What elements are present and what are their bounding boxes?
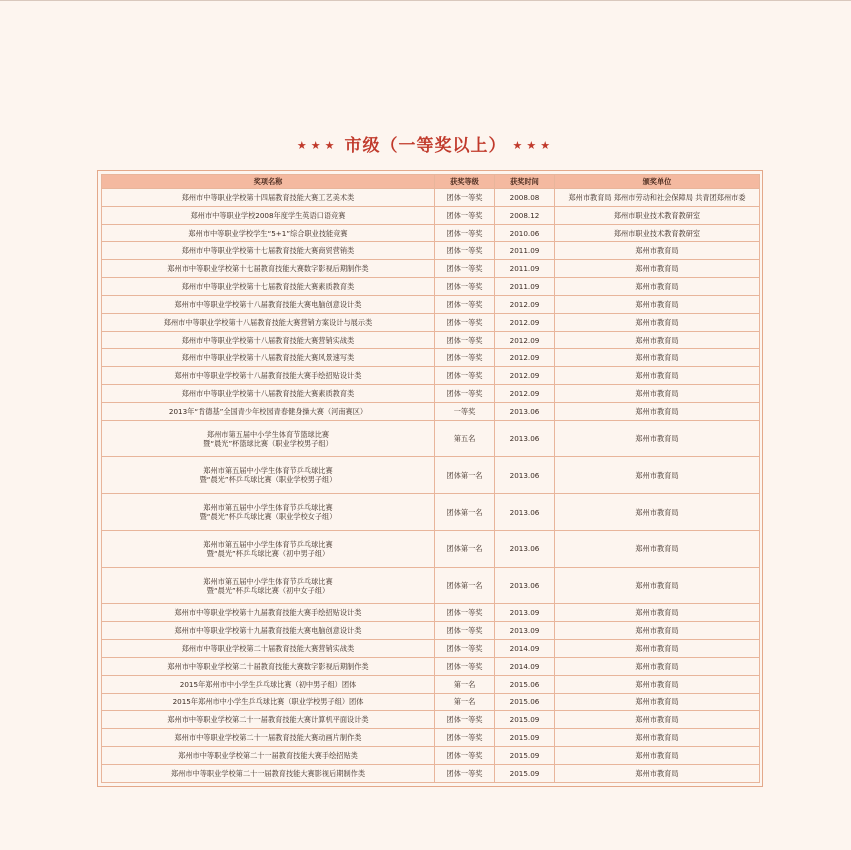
award-level-cell: 团体第一名: [435, 494, 495, 531]
section-title: [0, 131, 851, 156]
award-org-cell: 郑州市教育局: [555, 657, 760, 675]
award-name-cell: 郑州市中等职业学校第十七届教育技能大赛商贸营销类: [102, 242, 435, 260]
award-org-cell: 郑州市教育局: [555, 313, 760, 331]
award-level-cell: 团体一等奖: [435, 367, 495, 385]
award-date-cell: 2008.08: [495, 189, 555, 207]
award-level-cell: 团体一等奖: [435, 295, 495, 313]
award-org-cell: 郑州市职业技术教育教研室: [555, 206, 760, 224]
award-org-cell: 郑州市教育局: [555, 567, 760, 604]
award-level-cell: 团体一等奖: [435, 224, 495, 242]
award-level-cell: 团体一等奖: [435, 349, 495, 367]
award-org-cell: 郑州市教育局: [555, 402, 760, 420]
award-name-cell: 郑州市中等职业学校学生“5+1”综合职业技能竞赛: [102, 224, 435, 242]
table-row: [102, 622, 760, 640]
award-org-cell: 郑州市教育局: [555, 746, 760, 764]
award-date-cell: 2015.09: [495, 764, 555, 782]
award-level-cell: 团体一等奖: [435, 657, 495, 675]
award-date-cell: 2015.09: [495, 711, 555, 729]
award-org-cell: 郑州市职业技术教育教研室: [555, 224, 760, 242]
award-org-cell: 郑州市教育局: [555, 622, 760, 640]
award-date-cell: 2013.06: [495, 420, 555, 457]
award-date-cell: 2012.09: [495, 349, 555, 367]
award-org-cell: 郑州市教育局: [555, 278, 760, 296]
award-date-cell: 2013.09: [495, 622, 555, 640]
award-org-cell: 郑州市教育局 郑州市劳动和社会保障局 共青团郑州市委: [555, 189, 760, 207]
award-level-cell: 团体一等奖: [435, 313, 495, 331]
award-level-cell: 团体一等奖: [435, 242, 495, 260]
award-level-cell: 团体一等奖: [435, 260, 495, 278]
award-org-cell: 郑州市教育局: [555, 729, 760, 747]
award-name-cell: 郑州市第五届中小学生体育节乒乓球比赛 暨“晨光”杯乒乓球比赛（职业学校女子组）: [102, 494, 435, 531]
award-name-cell: 郑州市中等职业学校第十八届教育技能大赛电脑创意设计类: [102, 295, 435, 313]
award-org-cell: 郑州市教育局: [555, 640, 760, 658]
award-name-cell: 郑州市第五届中小学生体育节乒乓球比赛 暨“晨光”杯乒乓球比赛（初中男子组）: [102, 530, 435, 567]
table-row: [102, 242, 760, 260]
award-name-cell: 郑州市中等职业学校第二十一届教育技能大赛影视后期制作类: [102, 764, 435, 782]
table-row: [102, 693, 760, 711]
award-level-cell: 团体第一名: [435, 530, 495, 567]
table-header-row: [102, 175, 760, 189]
table-row: [102, 657, 760, 675]
award-date-cell: 2014.09: [495, 657, 555, 675]
award-org-cell: 郑州市教育局: [555, 693, 760, 711]
award-name-cell: 郑州市第五届中小学生体育节乒乓球比赛 暨“晨光”杯乒乓球比赛（初中女子组）: [102, 567, 435, 604]
table-row: [102, 402, 760, 420]
table-row: [102, 385, 760, 403]
award-level-cell: 第一名: [435, 693, 495, 711]
award-level-cell: 团体一等奖: [435, 385, 495, 403]
award-date-cell: 2015.06: [495, 693, 555, 711]
table-row: [102, 278, 760, 296]
award-name-cell: 郑州市中等职业学校第十八届教育技能大赛风景速写类: [102, 349, 435, 367]
award-name-cell: 郑州市中等职业学校第十四届教育技能大赛工艺美术类: [102, 189, 435, 207]
table-row: [102, 604, 760, 622]
table-row: [102, 746, 760, 764]
award-date-cell: 2012.09: [495, 295, 555, 313]
award-level-cell: 团体一等奖: [435, 604, 495, 622]
table-row: [102, 189, 760, 207]
table-row: [102, 331, 760, 349]
award-level-cell: 团体第一名: [435, 567, 495, 604]
header-award-name: 奖项名称: [102, 175, 435, 189]
award-org-cell: 郑州市教育局: [555, 494, 760, 531]
table-row: [102, 313, 760, 331]
award-name-cell: 郑州市中等职业学校第十七届教育技能大赛数字影视后期制作类: [102, 260, 435, 278]
award-name-cell: 郑州市中等职业学校第二十届教育技能大赛营销实战类: [102, 640, 435, 658]
award-org-cell: 郑州市教育局: [555, 420, 760, 457]
award-level-cell: 团体一等奖: [435, 331, 495, 349]
title-stars-left: ★★★: [296, 139, 339, 152]
award-date-cell: 2011.09: [495, 260, 555, 278]
table-row: [102, 764, 760, 782]
table-row: [102, 494, 760, 531]
award-org-cell: 郑州市教育局: [555, 457, 760, 494]
award-name-cell: 郑州市中等职业学校第十九届教育技能大赛电脑创意设计类: [102, 622, 435, 640]
award-level-cell: 团体一等奖: [435, 764, 495, 782]
award-level-cell: 团体第一名: [435, 457, 495, 494]
award-date-cell: 2015.06: [495, 675, 555, 693]
award-name-cell: 郑州市中等职业学校2008年度学生英语口语竞赛: [102, 206, 435, 224]
table-row: [102, 711, 760, 729]
award-name-cell: 郑州市中等职业学校第二十一届教育技能大赛动画片制作类: [102, 729, 435, 747]
table-row: [102, 530, 760, 567]
award-name-cell: 2015年郑州市中小学生乒乓球比赛（职业学校男子组）团体: [102, 693, 435, 711]
table-row: [102, 567, 760, 604]
header-award-level: 获奖等级: [435, 175, 495, 189]
award-date-cell: 2011.09: [495, 278, 555, 296]
award-org-cell: 郑州市教育局: [555, 675, 760, 693]
header-award-date: 获奖时间: [495, 175, 555, 189]
table-row: [102, 260, 760, 278]
table-row: [102, 224, 760, 242]
award-level-cell: 第五名: [435, 420, 495, 457]
award-level-cell: 一等奖: [435, 402, 495, 420]
award-date-cell: 2013.06: [495, 402, 555, 420]
award-org-cell: 郑州市教育局: [555, 295, 760, 313]
award-date-cell: 2013.06: [495, 567, 555, 604]
title-stars-right: ★★★: [512, 139, 555, 152]
award-org-cell: 郑州市教育局: [555, 367, 760, 385]
table-row: [102, 206, 760, 224]
award-level-cell: 团体一等奖: [435, 622, 495, 640]
award-org-cell: 郑州市教育局: [555, 711, 760, 729]
award-date-cell: 2013.06: [495, 494, 555, 531]
award-date-cell: 2013.09: [495, 604, 555, 622]
award-name-cell: 郑州市中等职业学校第十八届教育技能大赛手绘招贴设计类: [102, 367, 435, 385]
award-org-cell: 郑州市教育局: [555, 331, 760, 349]
award-date-cell: 2011.09: [495, 242, 555, 260]
award-date-cell: 2012.09: [495, 331, 555, 349]
award-date-cell: 2013.06: [495, 530, 555, 567]
award-name-cell: 郑州市第五届中小学生体育节乒乓球比赛 暨“晨光”杯乒乓球比赛（职业学校男子组）: [102, 457, 435, 494]
award-name-cell: 2013年“肯德基”全国青少年校园青春健身操大赛（河南赛区）: [102, 402, 435, 420]
award-level-cell: 团体一等奖: [435, 711, 495, 729]
award-date-cell: 2012.09: [495, 367, 555, 385]
table-row: [102, 729, 760, 747]
table-row: [102, 420, 760, 457]
table-row: [102, 295, 760, 313]
table-row: [102, 457, 760, 494]
award-name-cell: 郑州市中等职业学校第二十一届教育技能大赛手绘招贴类: [102, 746, 435, 764]
award-org-cell: 郑州市教育局: [555, 385, 760, 403]
award-org-cell: 郑州市教育局: [555, 604, 760, 622]
table-row: [102, 675, 760, 693]
award-level-cell: 团体一等奖: [435, 729, 495, 747]
title-text: 市级（一等奖以上）: [344, 136, 507, 156]
award-date-cell: 2015.09: [495, 746, 555, 764]
award-date-cell: 2015.09: [495, 729, 555, 747]
award-name-cell: 郑州市中等职业学校第十八届教育技能大赛营销方案设计与展示类: [102, 313, 435, 331]
award-name-cell: 郑州市中等职业学校第十九届教育技能大赛手绘招贴设计类: [102, 604, 435, 622]
award-org-cell: 郑州市教育局: [555, 530, 760, 567]
award-level-cell: 团体一等奖: [435, 746, 495, 764]
awards-table: [101, 174, 760, 783]
award-level-cell: 第一名: [435, 675, 495, 693]
award-date-cell: 2014.09: [495, 640, 555, 658]
award-name-cell: 郑州市中等职业学校第二十届教育技能大赛数字影视后期制作类: [102, 657, 435, 675]
award-date-cell: 2012.09: [495, 313, 555, 331]
award-level-cell: 团体一等奖: [435, 640, 495, 658]
table-row: [102, 640, 760, 658]
award-org-cell: 郑州市教育局: [555, 260, 760, 278]
award-org-cell: 郑州市教育局: [555, 349, 760, 367]
award-name-cell: 郑州市中等职业学校第十八届教育技能大赛营销实战类: [102, 331, 435, 349]
award-date-cell: 2008.12: [495, 206, 555, 224]
table-row: [102, 367, 760, 385]
award-date-cell: 2012.09: [495, 385, 555, 403]
award-level-cell: 团体一等奖: [435, 278, 495, 296]
award-name-cell: 2015年郑州市中小学生乒乓球比赛（初中男子组）团体: [102, 675, 435, 693]
award-name-cell: 郑州市中等职业学校第二十一届教育技能大赛计算机平面设计类: [102, 711, 435, 729]
table-row: [102, 349, 760, 367]
award-date-cell: 2013.06: [495, 457, 555, 494]
awards-table-frame: [97, 170, 763, 787]
award-name-cell: 郑州市中等职业学校第十八届教育技能大赛素质教育类: [102, 385, 435, 403]
award-level-cell: 团体一等奖: [435, 189, 495, 207]
top-divider: [0, 0, 851, 1]
award-level-cell: 团体一等奖: [435, 206, 495, 224]
award-org-cell: 郑州市教育局: [555, 242, 760, 260]
award-name-cell: 郑州市中等职业学校第十七届教育技能大赛素质教育类: [102, 278, 435, 296]
award-name-cell: 郑州市第五届中小学生体育节篮球比赛 暨“晨光”杯篮球比赛（职业学校男子组）: [102, 420, 435, 457]
header-award-org: 颁奖单位: [555, 175, 760, 189]
award-date-cell: 2010.06: [495, 224, 555, 242]
table-body: [102, 189, 760, 783]
award-org-cell: 郑州市教育局: [555, 764, 760, 782]
